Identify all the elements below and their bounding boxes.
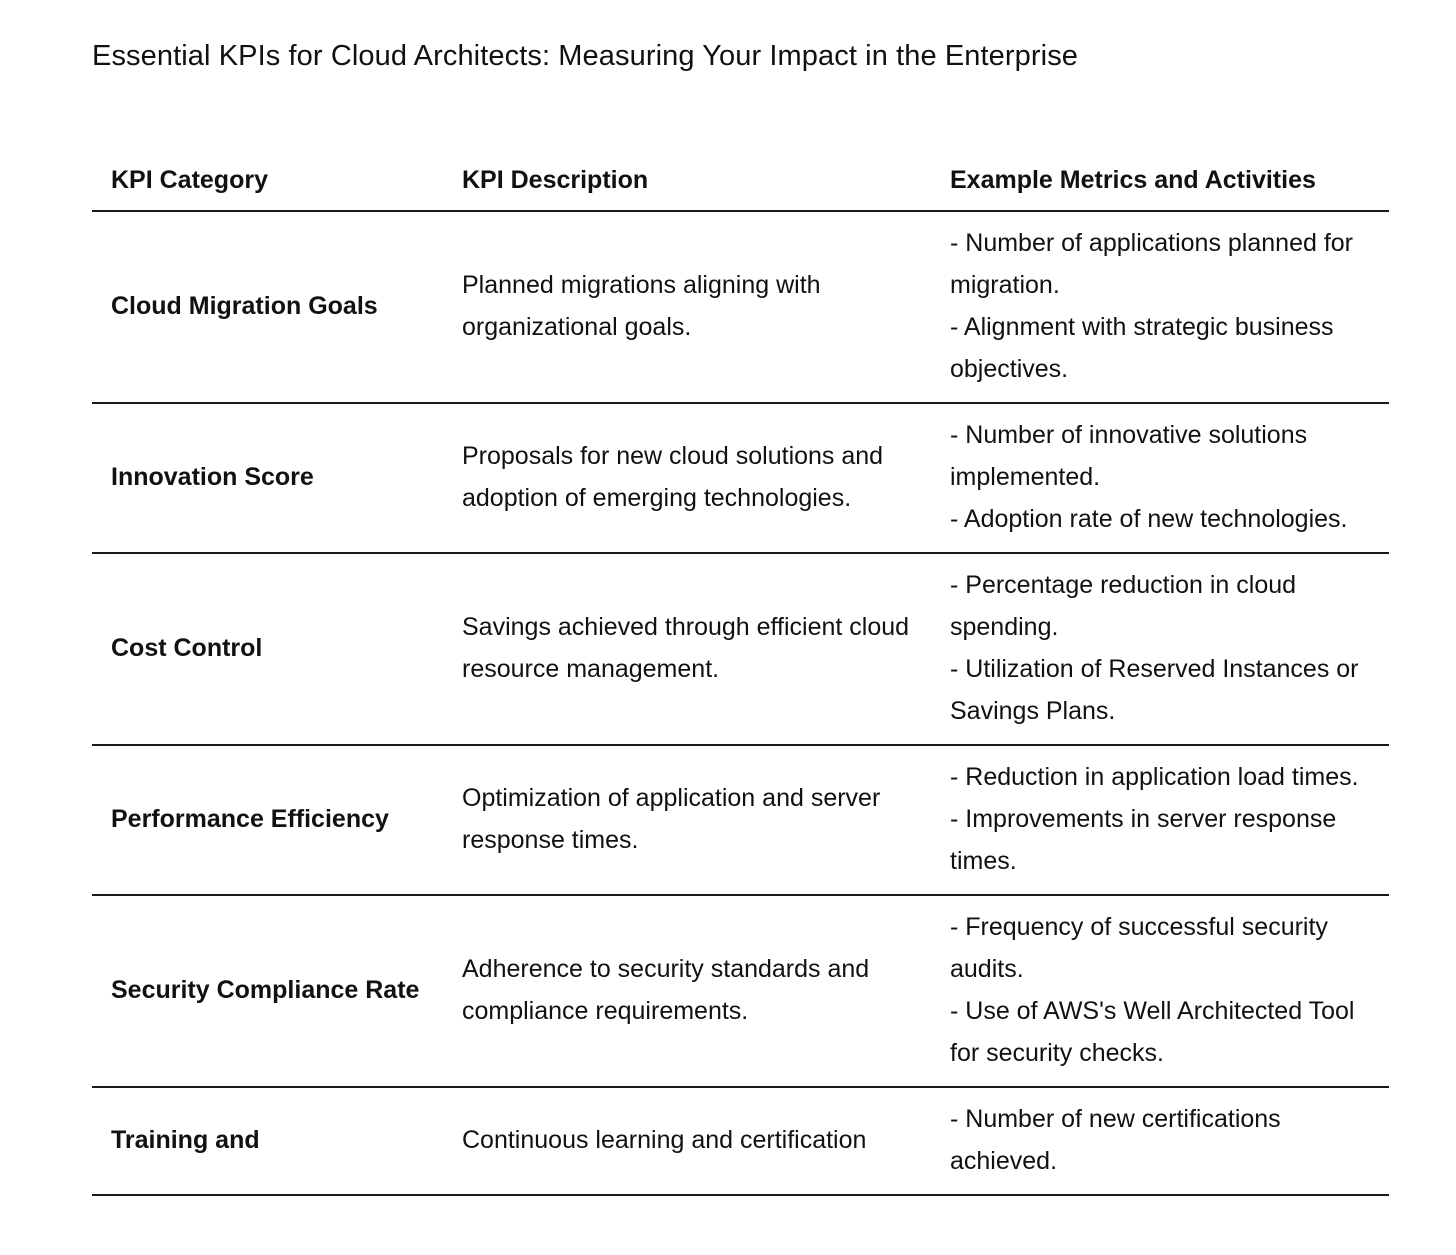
kpi-category-cell: Security Compliance Rate [92, 895, 443, 1087]
table-row [92, 403, 1389, 553]
kpi-category-cell: Cost Control [92, 553, 443, 745]
metric-item: - Reduction in application load times. [950, 763, 1359, 791]
kpi-category-cell: Cloud Migration Goals [92, 211, 443, 403]
kpi-description-cell: Continuous learning and certification [443, 1087, 931, 1195]
metric-item: - Utilization of Reserved Instances or Savings Plans. [950, 655, 1359, 725]
kpi-metrics-cell [931, 1087, 1389, 1195]
table-row [92, 1087, 1389, 1195]
metric-item: - Frequency of successful security audits. [950, 913, 1328, 983]
metric-item: - Adoption rate of new technologies. [950, 505, 1348, 533]
kpi-category-cell: Performance Efficiency [92, 745, 443, 895]
kpi-metrics-cell [931, 211, 1389, 403]
kpi-metrics-cell [931, 403, 1389, 553]
kpi-table [92, 152, 1389, 1196]
table-row [92, 745, 1389, 895]
metric-item: - Use of AWS's Well Architected Tool for security checks. [950, 997, 1355, 1067]
kpi-description-cell: Adherence to security standards and compliance requirements. [443, 895, 931, 1087]
kpi-metrics-cell [931, 553, 1389, 745]
kpi-description-cell: Proposals for new cloud solutions and adoption of emerging technologies. [443, 403, 931, 553]
table-row [92, 553, 1389, 745]
kpi-category-cell: Training and [92, 1087, 443, 1195]
header-kpi-description: KPI Description [443, 152, 931, 211]
metric-item: - Number of applications planned for migration. [950, 229, 1354, 299]
metric-item: - Percentage reduction in cloud spending. [950, 571, 1297, 641]
table-row [92, 211, 1389, 403]
table-header-row [92, 152, 1389, 211]
header-example-metrics: Example Metrics and Activities [931, 152, 1389, 211]
metric-item: - Improvements in server response times. [950, 805, 1337, 875]
kpi-description-cell: Optimization of application and server response times. [443, 745, 931, 895]
metric-item: - Alignment with strategic business objectives. [950, 313, 1334, 383]
kpi-description-cell: Savings achieved through efficient cloud resource management. [443, 553, 931, 745]
kpi-description-cell: Planned migrations aligning with organizational goals. [443, 211, 931, 403]
kpi-category-cell: Innovation Score [92, 403, 443, 553]
table-row [92, 895, 1389, 1087]
kpi-metrics-cell [931, 745, 1389, 895]
page-title: Essential KPIs for Cloud Architects: Measuring Your Impact in the Enterprise [92, 40, 1079, 72]
metric-item: - Number of innovative solutions implemented. [950, 421, 1308, 491]
kpi-metrics-cell [931, 895, 1389, 1087]
metric-item: - Number of new certifications achieved. [950, 1105, 1281, 1175]
table-body [92, 211, 1389, 1195]
header-kpi-category: KPI Category [92, 152, 443, 211]
